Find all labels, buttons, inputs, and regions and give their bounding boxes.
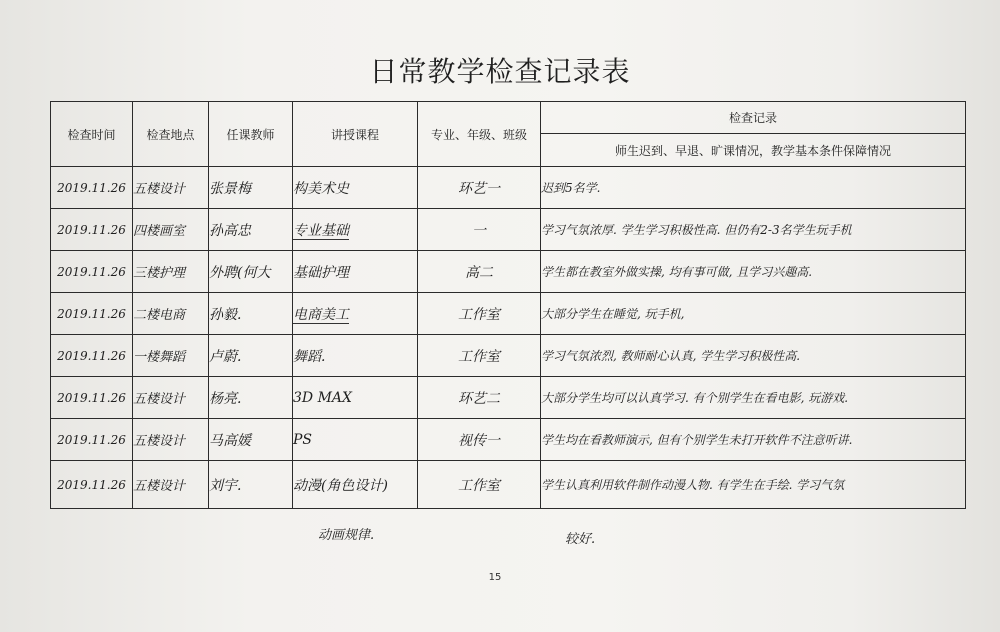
cell-course [293, 209, 418, 251]
course-overflow-text: 动画规律. [318, 528, 375, 543]
cell-note: 学生均在看教师演示, 但有个别学生未打开软件不注意听讲. [541, 419, 966, 461]
cell-date: 2019.11.26 [51, 293, 133, 335]
header-class: 专业、年级、班级 [418, 102, 541, 167]
header-record: 检查记录 [541, 102, 966, 134]
cell-teacher: 卢蔚. [209, 335, 293, 377]
cell-class: 工作室 [418, 293, 541, 335]
cell-teacher: 外聘(何大 [209, 251, 293, 293]
table-row [51, 377, 966, 419]
cell-teacher: 孙毅. [209, 293, 293, 335]
cell-class: 高二 [418, 251, 541, 293]
cell-location: 五楼设计 [133, 461, 209, 509]
header-time: 检查时间 [51, 102, 133, 167]
cell-class: 环艺二 [418, 377, 541, 419]
note-overflow-text: 较好. [565, 532, 596, 547]
cell-class: 工作室 [418, 335, 541, 377]
table-row [51, 209, 966, 251]
cell-location: 五楼设计 [133, 377, 209, 419]
cell-location: 五楼设计 [133, 419, 209, 461]
cell-date: 2019.11.26 [51, 167, 133, 209]
cell-course: 基础护理 [293, 251, 418, 293]
cell-course: 动漫(角色设计) [293, 461, 418, 509]
table-row [51, 167, 966, 209]
cell-teacher: 刘宇. [209, 461, 293, 509]
cell-location: 五楼设计 [133, 167, 209, 209]
cell-location: 一楼舞蹈 [133, 335, 209, 377]
table-row [51, 335, 966, 377]
table-row [51, 293, 966, 335]
cell-note: 学习气氛浓烈, 教师耐心认真, 学生学习积极性高. [541, 335, 966, 377]
cell-course [293, 293, 418, 335]
cell-class: 工作室 [418, 461, 541, 509]
cell-teacher: 张景梅 [209, 167, 293, 209]
cell-note: 大部分学生在睡觉, 玩手机, [541, 293, 966, 335]
cell-note: 学习气氛浓厚. 学生学习积极性高. 但仍有2-3名学生玩手机 [541, 209, 966, 251]
cell-location: 二楼电商 [133, 293, 209, 335]
inspection-record-table [50, 101, 966, 509]
page-number: 15 [488, 572, 502, 583]
cell-course: 构美术史 [293, 167, 418, 209]
cell-class: 一 [418, 209, 541, 251]
table-row [51, 419, 966, 461]
header-teacher: 任课教师 [209, 102, 293, 167]
cell-course: 3D MAX [293, 377, 418, 419]
cell-class: 环艺一 [418, 167, 541, 209]
table-row [51, 251, 966, 293]
cell-location: 三楼护理 [133, 251, 209, 293]
cell-date: 2019.11.26 [51, 335, 133, 377]
page-title: 日常教学检查记录表 [369, 55, 631, 88]
cell-date: 2019.11.26 [51, 209, 133, 251]
header-course: 讲授课程 [293, 102, 418, 167]
cell-note: 大部分学生均可以认真学习. 有个别学生在看电影, 玩游戏. [541, 377, 966, 419]
cell-note: 迟到5名学. [541, 167, 966, 209]
course-text: 专业基础 [293, 222, 349, 239]
cell-teacher: 马高媛 [209, 419, 293, 461]
cell-teacher: 杨亮. [209, 377, 293, 419]
cell-note: 学生认真利用软件制作动漫人物. 有学生在手绘. 学习气氛 [541, 461, 966, 509]
cell-note: 学生都在教室外做实操, 均有事可做, 且学习兴趣高. [541, 251, 966, 293]
cell-location: 四楼画室 [133, 209, 209, 251]
cell-date: 2019.11.26 [51, 419, 133, 461]
cell-course: PS [293, 419, 418, 461]
header-location: 检查地点 [133, 102, 209, 167]
cell-date: 2019.11.26 [51, 461, 133, 509]
header-record-sub: 师生迟到、早退、旷课情况，教学基本条件保障情况 [541, 134, 966, 167]
cell-teacher: 孙高忠 [209, 209, 293, 251]
cell-class: 视传一 [418, 419, 541, 461]
cell-date: 2019.11.26 [51, 251, 133, 293]
course-text: 电商美工 [293, 306, 349, 323]
cell-date: 2019.11.26 [51, 377, 133, 419]
cell-course: 舞蹈. [293, 335, 418, 377]
table-row [51, 461, 966, 509]
